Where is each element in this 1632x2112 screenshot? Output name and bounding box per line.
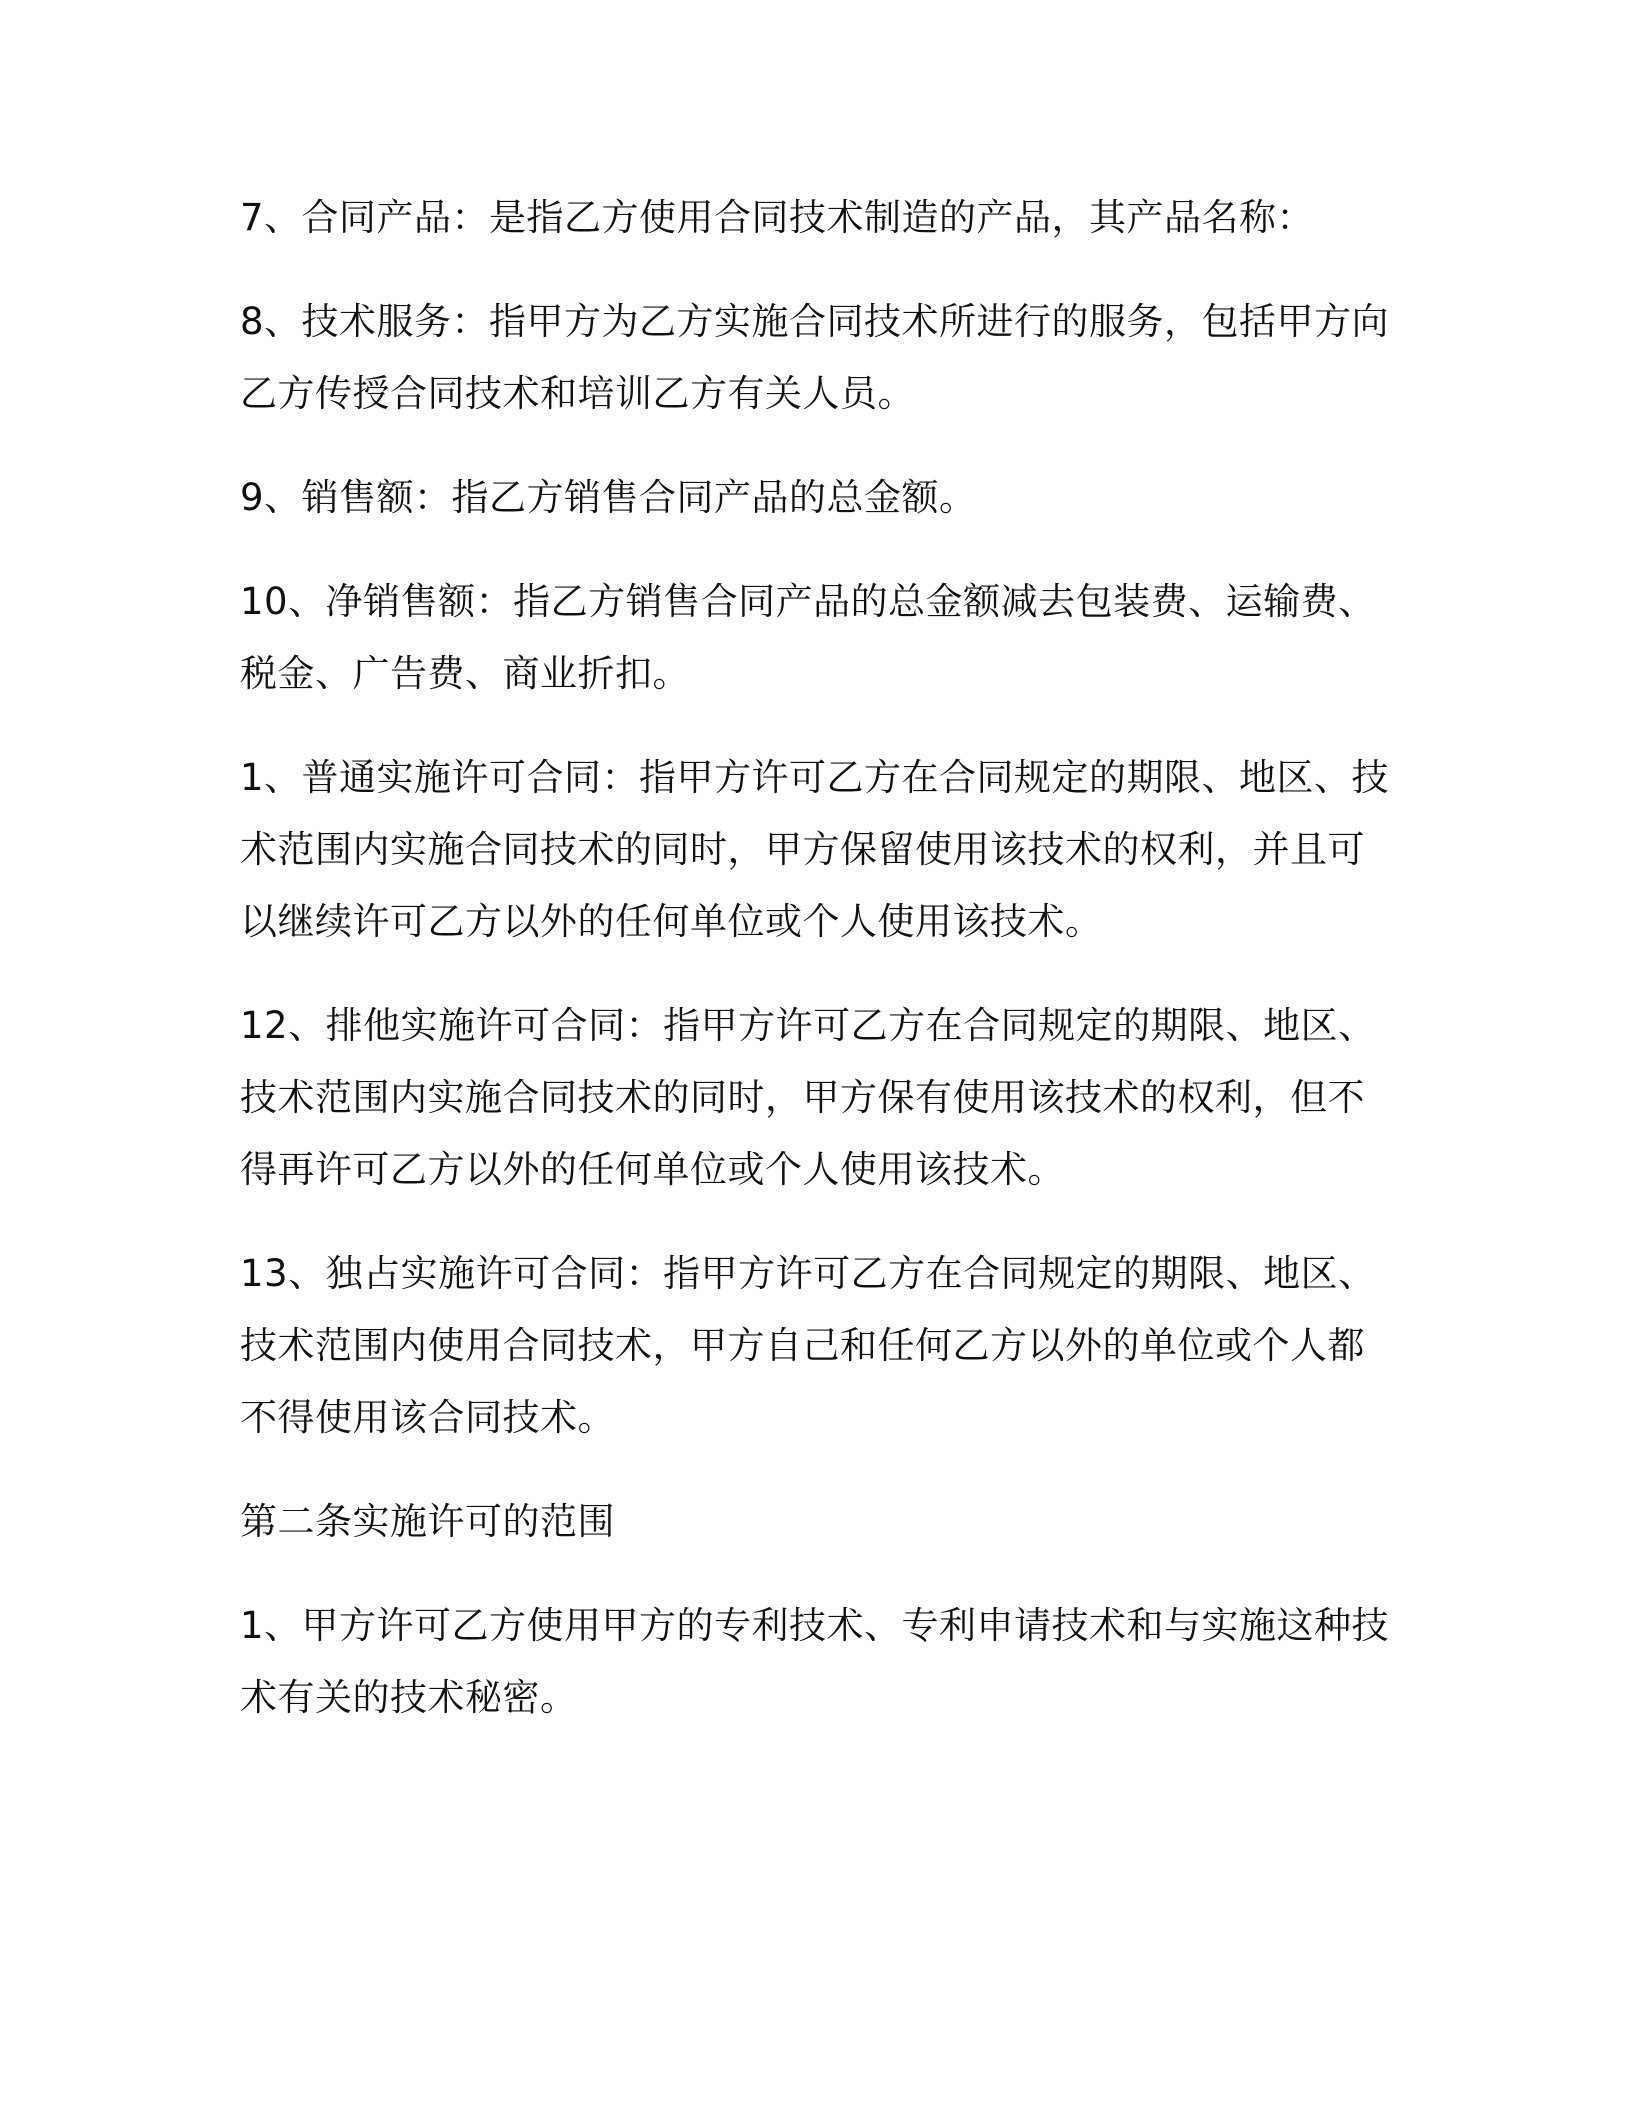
text-line: 8、技术服务：指甲方为乙方实施合同技术所进行的服务，包括甲方向 (240, 300, 1390, 343)
text-line: 乙方传授合同技术和培训乙方有关人员。 (240, 372, 915, 415)
text-line: 1、甲方许可乙方使用甲方的专利技术、专利申请技术和与实施这种技 (240, 1604, 1390, 1647)
text-line: 税金、广告费、商业折扣。 (240, 652, 690, 695)
paragraph-exclusive-license (240, 990, 1390, 1206)
text-line: 术范围内实施合同技术的同时，甲方保留使用该技术的权利，并且可 (240, 828, 1365, 871)
document-body (240, 182, 1390, 1766)
section-heading-text: 第二条实施许可的范围 (240, 1500, 615, 1543)
text-line: 技术范围内实施合同技术的同时，甲方保有使用该技术的权利，但不 (240, 1076, 1365, 1119)
text-line: 以继续许可乙方以外的任何单位或个人使用该技术。 (240, 900, 1103, 943)
text-line: 不得使用该合同技术。 (240, 1396, 615, 1439)
text-line: 10、净销售额：指乙方销售合同产品的总金额减去包装费、运输费、 (240, 580, 1376, 623)
section-heading (240, 1486, 1390, 1558)
text-line: 技术范围内使用合同技术，甲方自己和任何乙方以外的单位或个人都 (240, 1324, 1365, 1367)
paragraph-sales-amount (240, 462, 1390, 534)
text-line: 7、合同产品：是指乙方使用合同技术制造的产品，其产品名称： (240, 196, 1315, 239)
text-line: 得再许可乙方以外的任何单位或个人使用该技术。 (240, 1148, 1065, 1191)
paragraph-sole-license (240, 1238, 1390, 1454)
paragraph-technical-service (240, 286, 1390, 430)
text-line: 1、普通实施许可合同：指甲方许可乙方在合同规定的期限、地区、技 (240, 756, 1390, 799)
paragraph-license-scope (240, 1590, 1390, 1734)
paragraph-net-sales-amount (240, 566, 1390, 710)
text-line: 12、排他实施许可合同：指甲方许可乙方在合同规定的期限、地区、 (240, 1004, 1376, 1047)
paragraph-general-license (240, 742, 1390, 958)
text-line: 9、销售额：指乙方销售合同产品的总金额。 (240, 476, 977, 519)
paragraph-contract-product (240, 182, 1390, 254)
text-line: 13、独占实施许可合同：指甲方许可乙方在合同规定的期限、地区、 (240, 1252, 1376, 1295)
text-line: 术有关的技术秘密。 (240, 1676, 578, 1719)
